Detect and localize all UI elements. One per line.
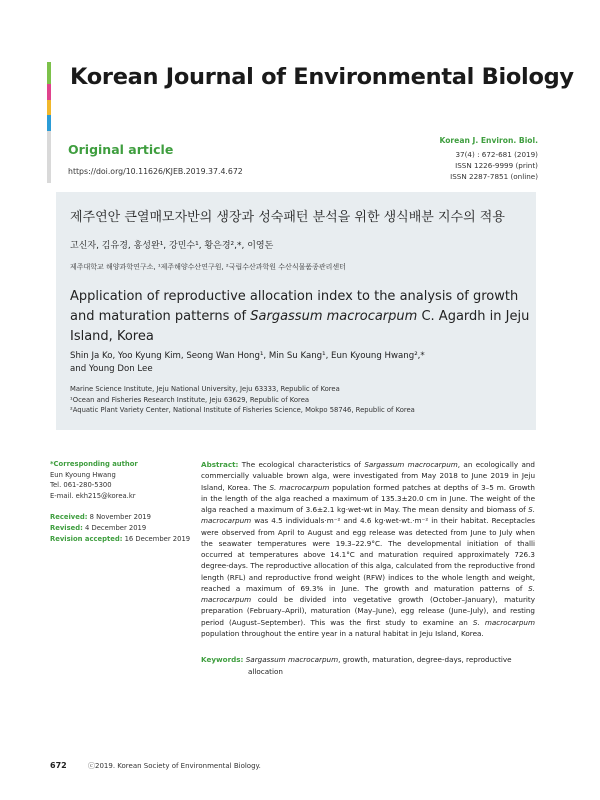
dates-block [50, 512, 190, 545]
revised-date: 4 December 2019 [85, 524, 147, 532]
received-date: 8 November 2019 [89, 513, 151, 521]
abstract-text-3: population formed patches at depths of 3–5 m. Growth in the length of the alga reached a maximum of 135.3±20.0 cm in June. The weight of the alga reached a maximum of 3.6±2.1 kg·wet-wt in May. The mean density and biomass of [201, 482, 535, 514]
keywords-label: Keywords: [201, 655, 244, 664]
color-bar-blue [47, 115, 51, 131]
abstract-species-5: S. macrocarpum [472, 617, 535, 627]
affiliation-2: ¹Ocean and Fisheries Research Institute, Jeju 63629, Republic of Korea [70, 395, 310, 404]
abstract-text-1: The ecological characteristics of [241, 460, 365, 469]
received-label: Received: [50, 513, 88, 521]
abstract-text-2: , an ecologically and commercially valuable brown alga, were investigated from May 2018 to June 2019 in Jeju Island, Korea. The [201, 460, 535, 492]
abstract [201, 459, 535, 639]
doi-link[interactable]: https://doi.org/10.11626/KJEB.2019.37.4.672 [68, 167, 243, 176]
color-bar-magenta [47, 84, 51, 100]
copyright: ⓒ2019. Korean Society of Environmental Biology. [88, 762, 261, 770]
accepted-label: Revision accepted: [50, 535, 123, 543]
keywords-rest-1: , growth, maturation, degree-days, reproductive [338, 655, 512, 664]
korean-authors: 고신자, 김유경, 홍성완¹, 강민수¹, 황은경²,*, 이영돈 [70, 241, 274, 251]
abstract-species-2: S. macrocarpum [269, 482, 330, 492]
affiliation-3: ²Aquatic Plant Variety Center, National Institute of Fisheries Science, Mokpo 58746, Republic of Korea [70, 406, 415, 414]
journal-volume: 37(4) : 672-681 (2019) [455, 150, 538, 159]
english-affiliations [70, 384, 530, 416]
corresponding-name: Eun Kyoung Hwang [50, 470, 116, 479]
journal-info [439, 135, 538, 182]
abstract-species-4: S. macrocarpum [201, 583, 535, 604]
korean-title: 제주연안 큰열매모자반의 생장과 성숙패턴 분석을 위한 생식배분 지수의 적용 [70, 210, 505, 225]
english-authors-line2: and Young Don Lee [70, 364, 153, 374]
korean-affiliations: 제주대학교 해양과학연구소, ¹제주해양수산연구원, ²국립수산과학원 수산식물품종관리센터 [70, 263, 346, 271]
article-type: Original article [68, 142, 174, 157]
abstract-species-1: Sargassum macrocarpum [364, 460, 458, 469]
correspondence-block [50, 459, 138, 501]
color-bar-yellow [47, 100, 51, 115]
journal-abbrev: Korean J. Environ. Biol. [439, 136, 538, 145]
abstract-label: Abstract: [201, 460, 239, 469]
english-title [70, 287, 530, 347]
english-title-part1: Application of reproductive allocation index to the analysis of growth and maturation patterns of [70, 289, 519, 324]
corresponding-heading: *Corresponding author [50, 460, 138, 468]
abstract-species-3: S. macrocarpum [201, 505, 535, 526]
corresponding-tel: Tel. 061-280-5300 [50, 481, 112, 489]
corresponding-email[interactable]: E-mail. ekh215@korea.kr [50, 491, 136, 500]
abstract-text-5: could be divided into vegetative growth (October–January), maturity preparation (February–April), maturation (May–June), egg release (June–July), and resting period (August–September). This was the first study to examine an [201, 595, 535, 627]
english-title-part2: C. Agardh in Jeju Island, Korea [70, 309, 530, 344]
abstract-text-6: population throughout the entire year in a natural habitat in Jeju Island, Korea. [201, 628, 484, 638]
revised-label: Revised: [50, 524, 83, 532]
keywords [201, 654, 535, 678]
english-authors-line1: Shin Ja Ko, Yoo Kyung Kim, Seong Wan Hong¹, Min Su Kang¹, Eun Kyoung Hwang²,* [70, 351, 425, 361]
affiliation-1: Marine Science Institute, Jeju National University, Jeju 63333, Republic of Korea [70, 385, 340, 393]
accepted-date: 16 December 2019 [124, 535, 191, 543]
issn-print: ISSN 1226-9999 (print) [455, 161, 538, 170]
issn-online: ISSN 2287-7851 (online) [450, 172, 538, 181]
abstract-text-4: was 4.5 individuals·m⁻² and 4.6 kg·wet-wt.·m⁻² in their habitat. Receptacles were observed from April to August and egg release was detected from June to July when the seawater temperatures were 19.3–22.9°C. The developmental initiation of thalli occurred at temperatures above 14.1°C and maturation required approximately 726.3 degree-days. The reproductive allocation of this alga, calculated from the reproductive frond length (RFL) and reproductive frond weight (RFW) indices to the whole length and weight, reached a maximum of 69.3% in June. The growth and maturation patterns of [201, 516, 535, 593]
color-bar-gray [47, 131, 51, 183]
keyword-species: Sargassum macrocarpum [245, 655, 339, 664]
page-number: 672 [50, 761, 67, 770]
color-bar-green [47, 62, 51, 84]
journal-title: Korean Journal of Environmental Biology [70, 64, 574, 90]
english-authors [70, 350, 530, 376]
keywords-rest-2: allocation [248, 667, 283, 676]
english-title-species: Sargassum macrocarpum [250, 309, 418, 324]
